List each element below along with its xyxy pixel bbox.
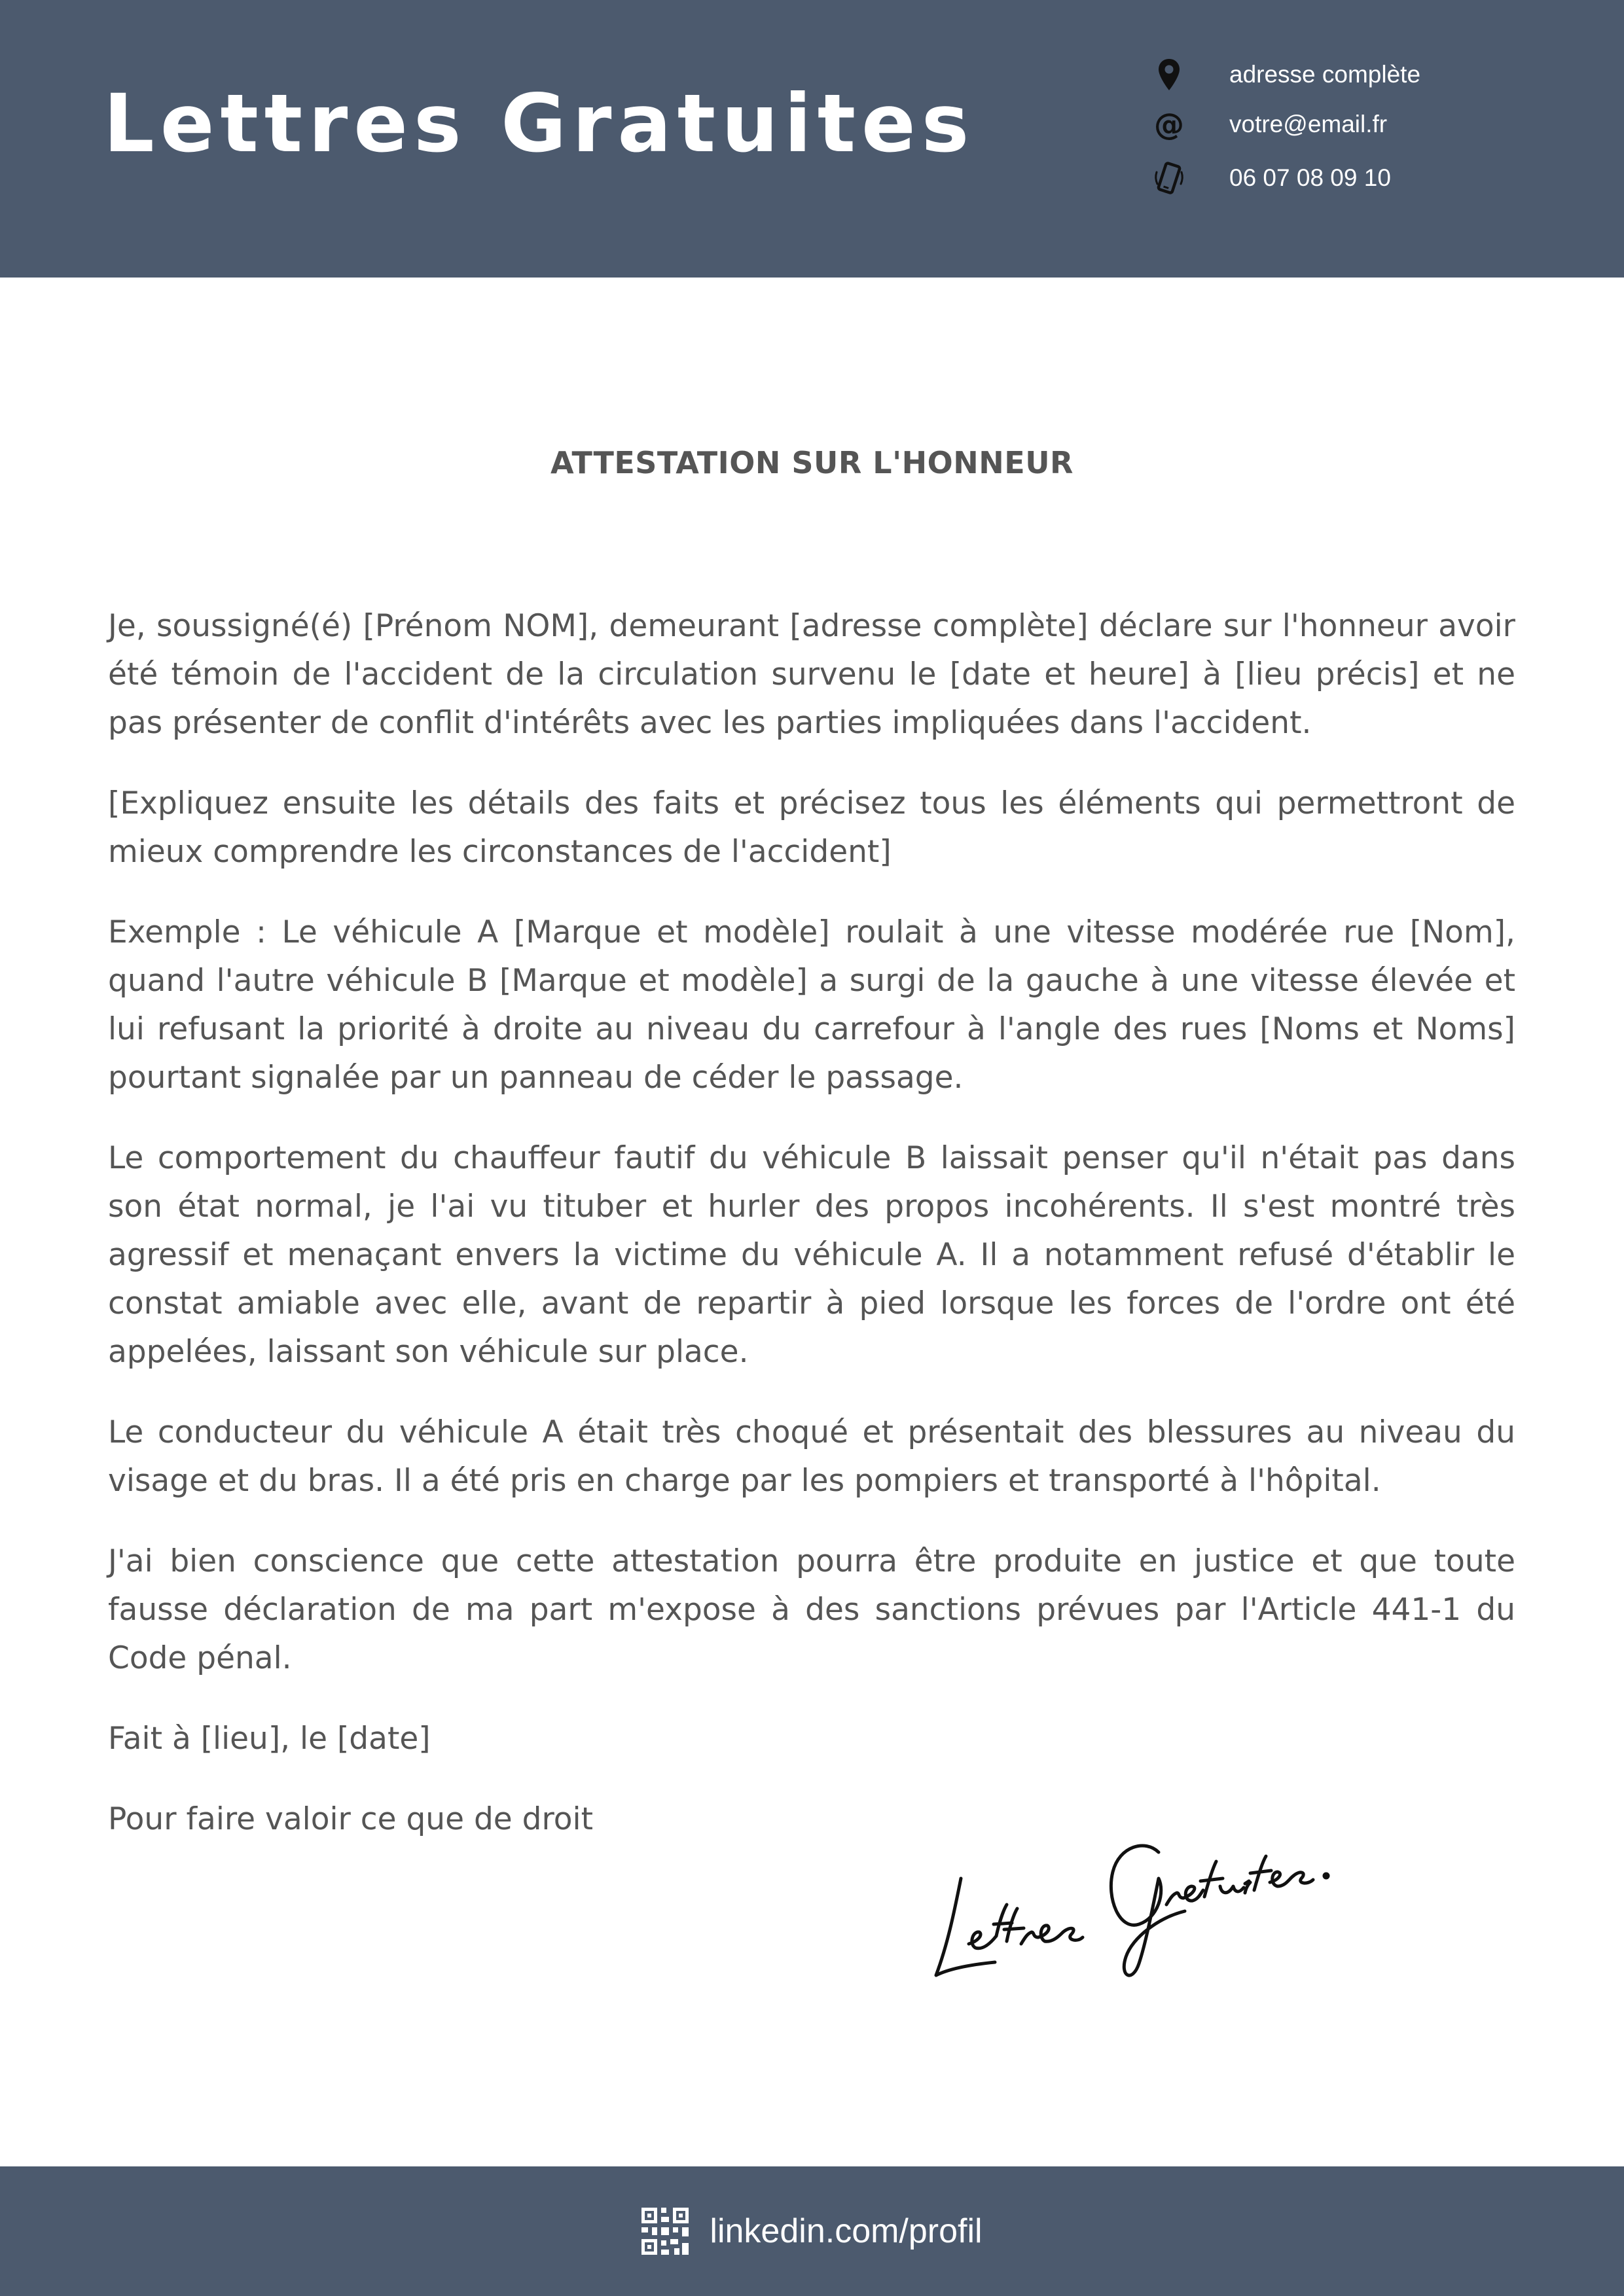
paragraph-example: Exemple : Le véhicule A [Marque et modèle] roulait à une vitesse modérée rue [Nom], quand l'autre véhicule B [Marque et modèle] a surgi de la gauche à une vitesse élevée et lui refusant la priorité à droite au niveau du carrefour à l'angle des rues [Noms et Noms] pourtant signalée par un panneau de céder le passage. bbox=[108, 914, 1515, 1096]
contact-address-text: adresse complète bbox=[1229, 61, 1421, 88]
contact-address bbox=[1152, 55, 1545, 94]
contact-email bbox=[1152, 105, 1545, 144]
footer-content bbox=[0, 2166, 1624, 2296]
paragraph-instructions: [Expliquez ensuite les détails des faits et précisez tous les éléments qui permettront de mieux comprendre les circonstances de l'accident] bbox=[108, 785, 1515, 870]
handwritten-signature bbox=[923, 1813, 1342, 1996]
contact-phone-text: 06 07 08 09 10 bbox=[1229, 164, 1391, 191]
header-band bbox=[0, 0, 1624, 278]
contact-phone bbox=[1152, 158, 1545, 198]
paragraph-victim: Le conducteur du véhicule A était très choqué et présentait des blessures au niveau du visage et du bras. Il a été pris en charge par les pompiers et transporté à l'hôpital. bbox=[108, 1414, 1515, 1499]
paragraph-behaviour: Le comportement du chauffeur fautif du véhicule B laissait penser qu'il n'était pas dans son état normal, je l'ai vu tituber et hurler des propos incohérents. Il s'est montré très agressif et menaçant envers la victime du véhicule A. Il a notamment refusé d'établir le constat amiable avec elle, avant de repartir à pied lorsque les forces de l'ordre ont été appelées, laissant son véhicule sur place. bbox=[108, 1140, 1515, 1370]
paragraph-declaration: Je, soussigné(é) [Prénom NOM], demeurant [adresse complète] déclare sur l'honneur avoir été témoin de l'accident de la circulation survenu le [date et heure] à [lieu précis] et ne pas présenter de conflit d'intérêts avec les parties impliquées dans l'accident. bbox=[108, 608, 1515, 741]
document-title: ATTESTATION SUR L'HONNEUR bbox=[550, 445, 1074, 480]
linkedin-profile-link[interactable]: linkedin.com/profil bbox=[710, 2212, 983, 2250]
footer-band bbox=[0, 2166, 1624, 2296]
mobile-phone-icon bbox=[1152, 158, 1186, 198]
brand-name: Lettres Gratuites bbox=[103, 77, 975, 170]
contact-email-text: votre@email.fr bbox=[1229, 111, 1388, 137]
paragraph-legal-notice: J'ai bien conscience que cette attestation pourra être produite en justice et que toute fausse déclaration de ma part m'expose à des sanctions prévues par l'Article 441-1 du Code pénal. bbox=[108, 1543, 1515, 1676]
place-date-line: Fait à [lieu], le [date] bbox=[108, 1721, 431, 1757]
qr-code-icon bbox=[641, 2208, 689, 2255]
closing-line: Pour faire valoir ce que de droit bbox=[108, 1801, 594, 1837]
at-sign-icon: @ bbox=[1154, 107, 1184, 142]
location-pin-icon bbox=[1152, 55, 1186, 94]
letter-body bbox=[108, 602, 1515, 1876]
